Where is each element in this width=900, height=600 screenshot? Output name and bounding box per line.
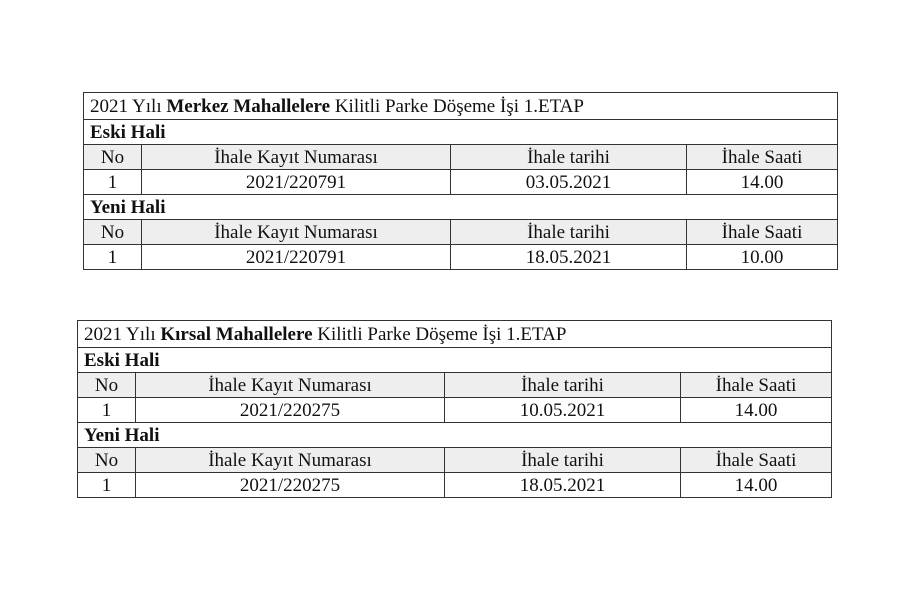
title-bold: Kırsal Mahallelere <box>160 323 313 345</box>
header-saat: İhale Saati <box>681 373 832 398</box>
title-bold: Merkez Mahallelere <box>166 95 331 117</box>
header-tarih: İhale tarihi <box>451 220 687 245</box>
cell-kayit: 2021/220791 <box>142 170 451 195</box>
title-prefix: 2021 Yılı <box>84 323 156 345</box>
section-label-old: Eski Hali <box>84 120 838 145</box>
header-row <box>78 373 832 398</box>
cell-tarih: 18.05.2021 <box>451 245 687 270</box>
cell-kayit: 2021/220791 <box>142 245 451 270</box>
table-row <box>84 170 838 195</box>
cell-no: 1 <box>78 473 136 498</box>
cell-tarih: 18.05.2021 <box>445 473 681 498</box>
section-label-new: Yeni Hali <box>84 195 838 220</box>
header-tarih: İhale tarihi <box>445 373 681 398</box>
header-tarih: İhale tarihi <box>445 448 681 473</box>
section-label-old: Eski Hali <box>78 348 832 373</box>
header-no: No <box>84 145 142 170</box>
table-title <box>84 93 838 120</box>
header-kayit: İhale Kayıt Numarası <box>136 448 445 473</box>
cell-no: 1 <box>84 170 142 195</box>
cell-no: 1 <box>78 398 136 423</box>
table-title-row <box>84 93 838 120</box>
cell-saat: 14.00 <box>681 473 832 498</box>
table-title <box>78 321 832 348</box>
section-row-old <box>84 120 838 145</box>
cell-tarih: 10.05.2021 <box>445 398 681 423</box>
header-row <box>84 145 838 170</box>
header-saat: İhale Saati <box>681 448 832 473</box>
header-row <box>78 448 832 473</box>
cell-kayit: 2021/220275 <box>136 398 445 423</box>
header-tarih: İhale tarihi <box>451 145 687 170</box>
table-row <box>84 245 838 270</box>
header-saat: İhale Saati <box>687 145 838 170</box>
header-kayit: İhale Kayıt Numarası <box>136 373 445 398</box>
table-title-row <box>78 321 832 348</box>
cell-tarih: 03.05.2021 <box>451 170 687 195</box>
title-prefix: 2021 Yılı <box>90 95 162 117</box>
header-no: No <box>78 373 136 398</box>
section-label-new: Yeni Hali <box>78 423 832 448</box>
section-row-old <box>78 348 832 373</box>
header-kayit: İhale Kayıt Numarası <box>142 145 451 170</box>
tender-table-merkez <box>83 92 838 270</box>
header-no: No <box>78 448 136 473</box>
section-row-new <box>84 195 838 220</box>
header-saat: İhale Saati <box>687 220 838 245</box>
cell-saat: 10.00 <box>687 245 838 270</box>
cell-no: 1 <box>84 245 142 270</box>
section-row-new <box>78 423 832 448</box>
header-row <box>84 220 838 245</box>
table-row <box>78 398 832 423</box>
tender-table-kirsal <box>77 320 832 498</box>
cell-kayit: 2021/220275 <box>136 473 445 498</box>
table-row <box>78 473 832 498</box>
header-no: No <box>84 220 142 245</box>
cell-saat: 14.00 <box>687 170 838 195</box>
title-suffix: Kilitli Parke Döşeme İşi 1.ETAP <box>317 323 567 345</box>
title-suffix: Kilitli Parke Döşeme İşi 1.ETAP <box>334 95 584 117</box>
cell-saat: 14.00 <box>681 398 832 423</box>
header-kayit: İhale Kayıt Numarası <box>142 220 451 245</box>
